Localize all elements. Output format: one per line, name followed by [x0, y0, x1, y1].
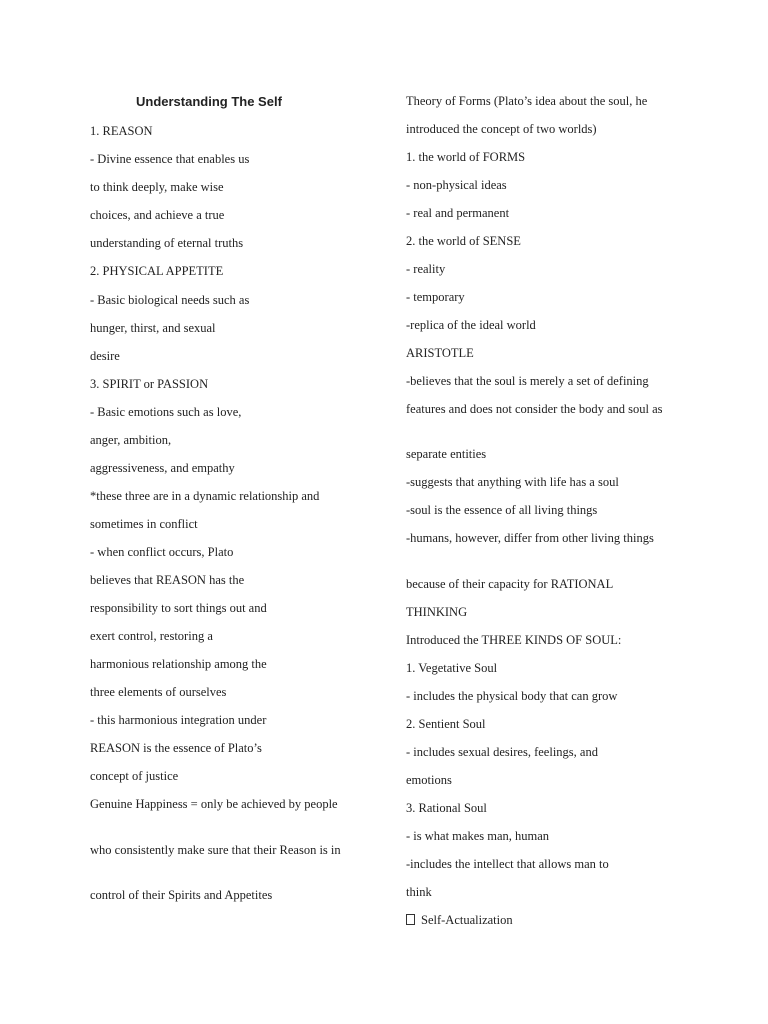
text-line: - Basic biological needs such as — [90, 293, 250, 307]
text-line: Introduced the THREE KINDS OF SOUL: — [406, 633, 622, 647]
text-line: - when conflict occurs, Plato — [90, 545, 234, 559]
text-line: exert control, restoring a — [90, 629, 213, 643]
text-line: -includes the intellect that allows man to — [406, 857, 609, 871]
text-line: desire — [90, 349, 120, 363]
text-line: - includes sexual desires, feelings, and — [406, 745, 598, 759]
text-line: Genuine Happiness = only be achieved by people — [90, 797, 338, 811]
text-line: because of their capacity for RATIONAL — [406, 577, 614, 591]
section-rational-soul: 3. Rational Soul — [406, 801, 487, 815]
text-line: -suggests that anything with life has a soul — [406, 475, 619, 489]
text-line: believes that REASON has the — [90, 573, 245, 587]
section-physical-appetite-heading: 2. PHYSICAL APPETITE — [90, 264, 224, 278]
text-line: anger, ambition, — [90, 433, 172, 447]
text-line: separate entities — [406, 447, 487, 461]
text-line: THINKING — [406, 605, 468, 619]
text-line: *these three are in a dynamic relationship and — [90, 489, 320, 503]
text-line: - non-physical ideas — [406, 178, 507, 192]
text-line: Theory of Forms (Plato’s idea about the soul, he — [406, 94, 648, 108]
text-line: - temporary — [406, 290, 465, 304]
text-line: -humans, however, differ from other living things — [406, 531, 654, 545]
text-line: - Basic emotions such as love, — [90, 405, 242, 419]
text-line: 1. the world of FORMS — [406, 150, 526, 164]
section-spirit-heading: 3. SPIRIT or PASSION — [90, 377, 209, 391]
text-line: REASON is the essence of Plato’s — [90, 741, 262, 755]
text-line: responsibility to sort things out and — [90, 601, 267, 615]
section-aristotle-heading: ARISTOTLE — [406, 346, 474, 360]
text-line: control of their Spirits and Appetites — [90, 888, 273, 902]
section-vegetative-soul: 1. Vegetative Soul — [406, 661, 498, 675]
text-line: -soul is the essence of all living things — [406, 503, 598, 517]
text-line: three elements of ourselves — [90, 685, 227, 699]
text-line: - Divine essence that enables us — [90, 152, 250, 166]
text-line: -replica of the ideal world — [406, 318, 536, 332]
text-line: think — [406, 885, 432, 899]
text-line: sometimes in conflict — [90, 517, 198, 531]
section-reason-heading: 1. REASON — [90, 124, 153, 138]
text-line: emotions — [406, 773, 452, 787]
section-sentient-soul: 2. Sentient Soul — [406, 717, 486, 731]
text-line: -believes that the soul is merely a set of defining — [406, 374, 649, 388]
text-line: - includes the physical body that can grow — [406, 689, 618, 703]
checkbox-icon — [406, 914, 415, 925]
document-title: Understanding The Self — [136, 94, 282, 109]
text-line: to think deeply, make wise — [90, 180, 224, 194]
text-line: - reality — [406, 262, 446, 276]
text-line: hunger, thirst, and sexual — [90, 321, 216, 335]
text-line: harmonious relationship among the — [90, 657, 267, 671]
text-line: - this harmonious integration under — [90, 713, 267, 727]
text-line: who consistently make sure that their Reason is in — [90, 843, 341, 857]
text-line: aggressiveness, and empathy — [90, 461, 235, 475]
text-line: introduced the concept of two worlds) — [406, 122, 597, 136]
text-line: features and does not consider the body and soul as — [406, 402, 663, 416]
text-line: 2. the world of SENSE — [406, 234, 521, 248]
text-line: - is what makes man, human — [406, 829, 550, 843]
text-line: - real and permanent — [406, 206, 510, 220]
text-line: concept of justice — [90, 769, 179, 783]
text-line: choices, and achieve a true — [90, 208, 225, 222]
self-actualization-item — [406, 913, 513, 927]
text-line: understanding of eternal truths — [90, 236, 244, 250]
self-actualization-label: Self-Actualization — [421, 913, 513, 927]
